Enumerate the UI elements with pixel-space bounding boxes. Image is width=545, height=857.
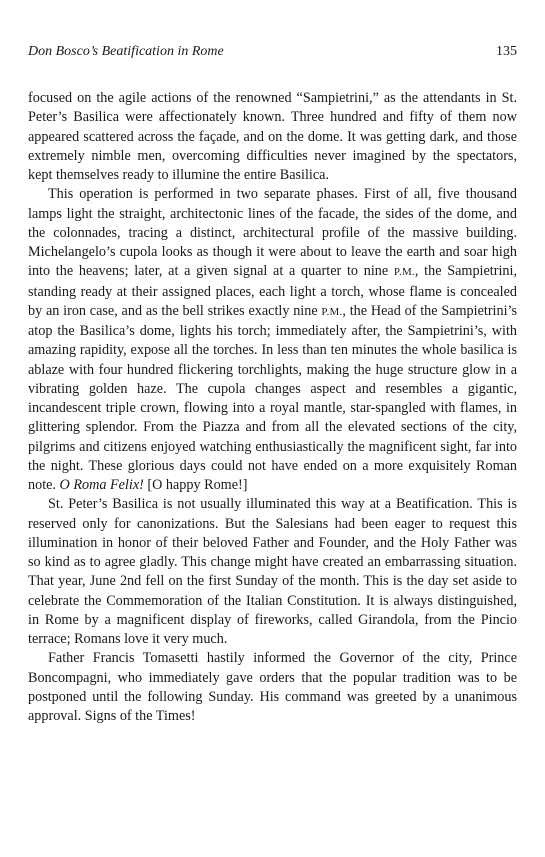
time-abbreviation: P.M. <box>393 266 415 279</box>
page-number: 135 <box>496 44 517 59</box>
book-page <box>28 44 517 726</box>
paragraph-text-part: This operation is performed in two separate phases. First of all, five thousand lamps light the straight, architectonic lines of the facade, the sides of the dome, and the colonnades, tracing a distinct, architectural profile of the massive building. Michelangelo’s cupola looks as though it were about to leave the earth and soar high into the heavens; later, at a given signal at a quarter to nine <box>28 186 517 280</box>
paragraph-governor: Father Francis Tomasetti hastily informed the Governor of the city, Prince Boncompagni, who immediately gave orders that the popular tradition was to be postponed until the following Sunday. His command was greeted by a unanimous approval. Signs of the Times! <box>28 650 517 724</box>
paragraph-text-part: , the Head of the Sampietrini’s atop the Basilica’s dome, lights his torch; immediately after, the Sampietrini’s, with amazing rapidity, expose all the torches. In less than ten minutes the whole basilica is ablaze with four hundred flickering torchlights, making the huge structure glow in a vibrating golden haze. The cupola changes aspect and resembles a gigantic, incandescent triple crown, flowing into a royal mantle, star-spangled with flames, in glittering splendor. From the Piazza and from all the elevated sections of the city, pilgrims and citizens enjoyed watching enthusiastically the magnificent sight, far into the night. These glorious days could not have ended on a more exquisitely Roman note. <box>28 302 517 493</box>
latin-phrase: O Roma Felix! <box>59 477 144 493</box>
running-header <box>28 44 517 66</box>
paragraph-text-part: [O happy Rome!] <box>143 477 248 493</box>
body-text <box>28 89 517 726</box>
time-abbreviation: P.M. <box>321 305 343 318</box>
paragraph-text-part: , the Sampietrini, standing ready at their assigned places, each light a torch, whose flame is concealed by an iron case, and as the bell strikes exactly nine <box>28 263 517 319</box>
paragraph-sampietrini-intro: focused on the agile actions of the renowned “Sampietrini,” as the attendants in St. Peter’s Basilica were affectionately known. Three hundred and fifty of them now appeared scattered across the façade, and on the dome. It was getting dark, and those extremely nimble men, overcoming difficulties never imagined by the spectators, kept themselves ready to illumine the entire Basilica. <box>28 90 517 183</box>
running-title: Don Bosco’s Beatification in Rome <box>28 44 224 59</box>
paragraph-illumination-phases <box>28 185 517 495</box>
paragraph-beatification-note: St. Peter’s Basilica is not usually illuminated this way at a Beatification. This is reserved only for canonizations. But the Salesians had been eager to request this illumination in honor of their beloved Father and Founder, and the Holy Father was so kind as to agree gladly. This change might have created an embarrassing situation. That year, June 2nd fell on the first Sunday of the month. This is the day set aside to celebrate the Commemoration of the Italian Constitution. It is always distinguished, in Rome by a magnificent display of fireworks, called Girandola, from the Pincio terrace; Romans love it very much. <box>28 496 517 647</box>
